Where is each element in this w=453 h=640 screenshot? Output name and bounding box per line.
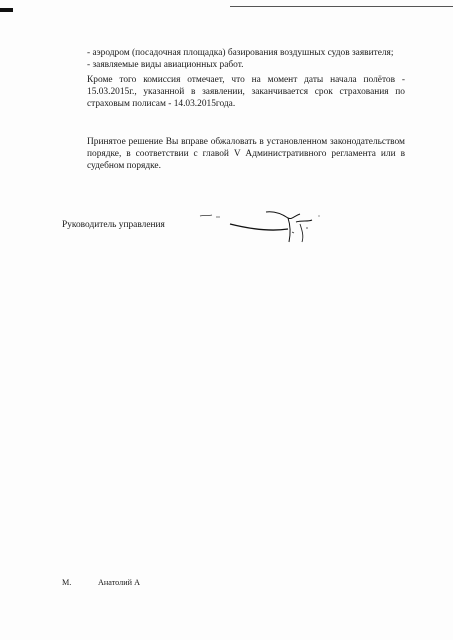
list-item-aerodrome: - аэродром (посадочная площадка) базирования воздушных судов заявителя; [87, 48, 394, 58]
top-rule [230, 6, 453, 7]
scan-mark [0, 8, 13, 12]
handwritten-signature [196, 202, 336, 246]
paragraph-appeal: Принятое решение Вы вправе обжаловать в установленном законодательством порядке, в соответствии с главой V Административного регламента или в судебном порядке. [87, 137, 405, 171]
footer-name: Анатолий А [98, 578, 140, 587]
paragraph-insurance: Кроме того комиссия отмечает, что на момент даты начала полётов - 15.03.2015г., указанной в заявлении, заканчивается срок страхования по страховым полисам - 14.03.2015года. [87, 75, 405, 109]
footer-initial: М. [62, 578, 72, 587]
signatory-title: Руководитель управления [62, 220, 165, 230]
list-item-work-types: - заявляемые виды авиационных работ. [87, 60, 244, 70]
